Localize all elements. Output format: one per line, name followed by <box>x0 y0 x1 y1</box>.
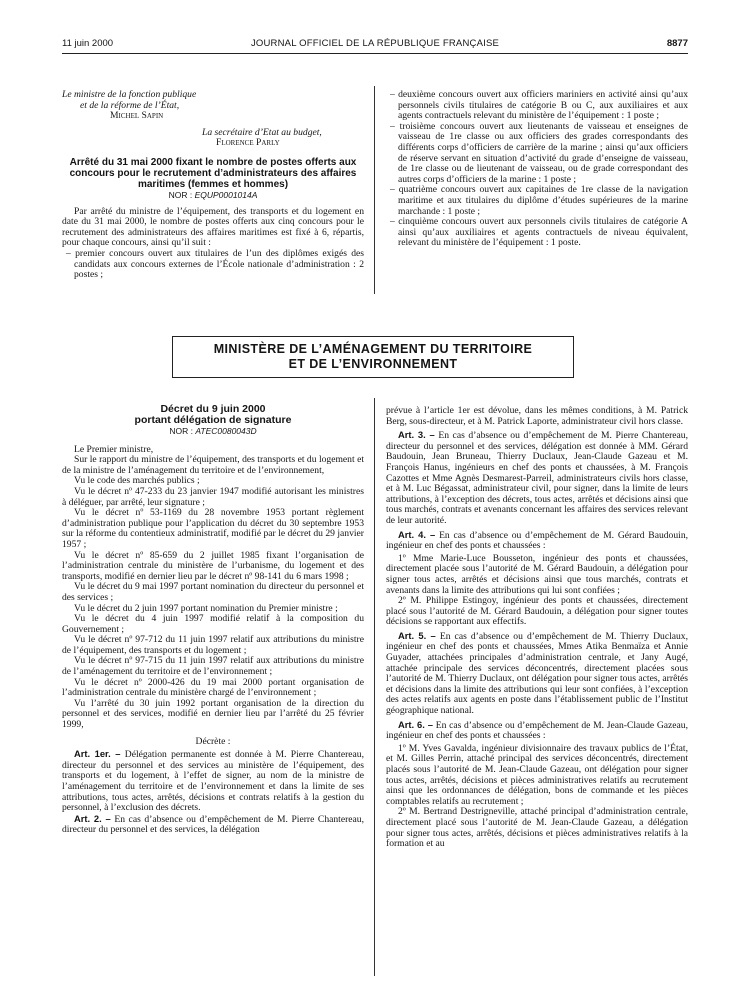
visa-7: Vu le décret du 2 juin 1997 portant nomination du Premier ministre ; <box>74 602 338 614</box>
visa-11: Vu le décret nº 2000-426 du 19 mai 2000 portant organisation de l’administration centrale du ministère chargé de l’environnement ; <box>62 676 364 699</box>
page-number: 8877 <box>666 38 688 49</box>
column-divider-top <box>374 86 375 294</box>
visa-5: Vu le décret nº 85-659 du 2 juillet 1985 fixant l’organisation de l’administration centrale du ministère de l’urbanisme, du logement et des transports, modifié en dernier lieu par le décret nº 98-141 du 6 mars 1998 ; <box>62 549 364 582</box>
article-5-text: En cas d’absence ou d’empêchement de M. Thierry Duclaux, ingénieur en chef des ponts et chaussées, Mmes Atika Benmaïza et Annie Guyader, attachées principales d’administration centrale, et Jany Augé, attachée principale des services déconcentrés, directement placées sous l’autorité de M. Thierry Duclaux, ont délégation pour signer tous actes, arrêtés et décisions dans la limite des attributions qui leur sont confiées, à l’exception des actes relatifs aux agents en poste dans l’établissement public de l’Institut géographique national. <box>386 630 689 717</box>
article-1 <box>62 749 364 814</box>
signature-1-title: Le ministre de la fonction publique <box>62 89 197 100</box>
article-4-paragraph-1: 1º Mme Marie-Luce Bousseton, ingénieur des ponts et chaussées, directement placée sous l’autorité de M. Gérard Baudouin, a délégation pour signer tous actes, arrêtés et décisions ainsi que tous marchés, contrats et avenants dans la limite des attributions qui lui sont confiées ; <box>386 552 688 596</box>
decret-left-column <box>62 404 364 836</box>
signature-1-title-cont: et de la réforme de l’État, <box>80 99 180 111</box>
arrete-nor <box>62 190 364 201</box>
decret-right-column <box>386 406 688 850</box>
visa-3: Vu le décret nº 47-233 du 23 janvier 1947 modifié autorisant les ministres à déléguer, par arrêté, leur signature ; <box>62 485 364 508</box>
article-2-text: En cas d’absence ou d’empêchement de M. Pierre Chantereau, directeur du personnel et des services, la délégation <box>62 813 365 836</box>
ministry-heading-line-1: MINISTÈRE DE L’AMÉNAGEMENT DU TERRITOIRE <box>213 342 533 356</box>
decret-nor-code: ATEC0080043D <box>195 426 257 436</box>
visa-10: Vu le décret nº 97-715 du 11 juin 1997 relatif aux attributions du ministre de l’aménagement du territoire et de l’environnement ; <box>62 655 364 678</box>
top-right-column <box>386 90 688 249</box>
visa-9: Vu le décret nº 97-712 du 11 juin 1997 relatif aux attributions du ministre de l’équipement, des transports et du logement ; <box>62 634 364 656</box>
visa-4: Vu le décret nº 53-1169 du 28 novembre 1953 portant règlement d’administration publique pour l’application du décret du 30 septembre 1953 sur la réforme du contentieux administratif, modifié par le décret du 29 janvier 1957 ; <box>62 507 364 550</box>
journal-title: JOURNAL OFFICIEL DE LA RÉPUBLIQUE FRANÇAISE <box>250 38 500 49</box>
article-4-paragraph-2: 2º M. Philippe Estingoy, ingénieur des ponts et chaussées, directement placé sous l’autorité de M. Gérard Baudouin, a délégation pour signer toutes décisions se rapportant aux effectifs. <box>386 595 688 628</box>
article-5-label: Art. 5. – <box>398 629 436 641</box>
article-3 <box>386 430 688 526</box>
ministry-heading-line-2: ET DE L’ENVIRONNEMENT <box>288 357 458 371</box>
article-2-label: Art. 2. – <box>74 812 111 824</box>
decret-nor-label: NOR : <box>169 426 193 436</box>
visa-2: Vu le code des marchés publics ; <box>74 475 200 487</box>
article-6-paragraph-2: 2º M. Bertrand Destrigneville, attaché principal d’administration centrale, directement placé sous l’autorité de M. Jean-Claude Gazeau, a délégation pour signer tous actes, arrêtés, décisions et pièces administratives relatifs à la formation et au <box>386 806 688 850</box>
page-header <box>62 38 688 52</box>
article-4-label: Art. 4. – <box>398 528 436 540</box>
concours-item-5: – cinquième concours ouvert aux personnels civils titulaires de catégorie A ainsi qu’aux auxiliaires et agents contractuels de niveau équivalent, relevant du ministère de l’équipement : 1 poste. <box>390 216 688 249</box>
arrete-item-1: – premier concours ouvert aux titulaires de l’un des diplômes exigés des candidats aux concours externes de l’École nationale d’administration : 2 postes ; <box>66 247 364 281</box>
visa-1: Sur le rapport du ministre de l’équipement, des transports et du logement et de la ministre de l’aménagement du territoire et de l’environnement, <box>62 454 364 476</box>
article-3-text: En cas d’absence ou d’empêchement de M. Pierre Chantereau, directeur du personnel et des services, délégation est donnée à MM. Gérard Baudouin, Jean Bruneau, Thierry Duclaux, Jean-Claude Gazeau et M. François Hanus, ingénieurs en chef des ponts et chaussées, à M. François Cazottes et Mme Agnès Desmarest-Parreil, administrateurs civils hors classe, et à M. Luc Bégassat, administrateur civil, pour signer, dans la limite de leurs attributions, à l’exception des décrets, tous actes, arrêtés et décisions ainsi que tous marchés, contrats et avenants concernant les affaires des services relevant de leur autorité. <box>386 430 689 526</box>
article-3-label: Art. 3. – <box>398 429 435 441</box>
signature-2-name: Florence Parly <box>216 137 280 149</box>
visa-6: Vu le décret du 9 mai 1997 portant nomination du directeur du personnel et des services ; <box>62 581 364 603</box>
concours-item-4: – quatrième concours ouvert aux capitaines de 1re classe de la navigation maritime et aux titulaires du diplôme d’études supérieures de la marine marchande : 1 poste ; <box>390 184 688 217</box>
concours-item-2: – deuxième concours ouvert aux officiers mariniers en activité ainsi qu’aux personnels civils titulaires de catégorie B ou C, aux auxiliaires et aux agents contractuels relevant du ministère de l’équipement : 1 poste ; <box>390 89 688 122</box>
decret-opening: Le Premier ministre, <box>74 443 154 455</box>
decrete-heading: Décrète : <box>195 735 231 747</box>
signature-2-title: La secrétaire d’Etat au budget, <box>202 126 322 138</box>
article-2 <box>62 814 364 836</box>
arrete-body: Par arrêté du ministre de l’équipement, des transports et du logement en date du 31 mai 2000, le nombre de postes offerts aux cinq concours pour le recrutement des administrateurs des affaires maritimes est fixé à 6, répartis, pour chaque concours, ainsi qu’il suit : <box>62 205 364 249</box>
header-rule <box>62 53 688 54</box>
article-2-continuation: prévue à l’article 1er est dévolue, dans les mêmes conditions, à M. Patrick Berg, sous-directeur, et à M. Patrick Laporte, administrateur civil hors classe. <box>386 405 688 427</box>
article-6 <box>386 720 688 742</box>
decret-title-line-2: portant délégation de signature <box>134 414 292 426</box>
signature-1-name: Michel Sapin <box>110 110 164 122</box>
arrete-nor-label: NOR : <box>168 189 193 200</box>
article-6-label: Art. 6. – <box>398 718 433 730</box>
article-4-text: En cas d’absence ou d’empêchement de M. Gérard Baudouin, ingénieur en chef des ponts et chaussées : <box>386 529 689 552</box>
visa-12: Vu l’arrêté du 30 juin 1992 portant organisation de la direction du personnel et des services, modifié en dernier lieu par l’arrêté du 25 février 1999, <box>62 697 364 731</box>
ministry-heading-box <box>172 336 574 378</box>
article-1-label: Art. 1er. – <box>74 748 121 760</box>
arrete-title: Arrêté du 31 mai 2000 fixant le nombre de postes offerts aux concours pour le recrutement d’administrateurs des affaires maritimes (femmes et hommes) <box>69 156 357 190</box>
issue-date: 11 juin 2000 <box>62 38 114 49</box>
article-4 <box>386 530 688 552</box>
top-left-column <box>62 90 364 281</box>
concours-item-3: – troisième concours ouvert aux lieutenants de vaisseau et enseignes de vaisseau de 1re classe ou aux officiers des grades correspondants des différents corps d’officiers de carrière de la marine ; ainsi qu’aux officiers de réserve servant en situation d’activité du grade d’enseigne de vaisseau, de 1re classe ou de lieutenant de vaisseau, ou de grade correspondant des autres corps d’officiers de la marine : 1 poste ; <box>390 120 688 185</box>
article-1-text: Délégation permanente est donnée à M. Pierre Chantereau, directeur du personnel et des services au ministère de l’équipement, des transports et du logement, à l’effet de signer, au nom de la ministre de l’aménagement du territoire et de l’environnement et dans la limite de ses attributions, tous actes, arrêtés, décisions et contrats relatifs à la gestion du personnel, à l’exclusion des décrets. <box>62 749 365 814</box>
article-6-text: En cas d’absence ou d’empêchement de M. Jean-Claude Gazeau, ingénieur en chef des ponts et chaussées : <box>386 719 688 742</box>
article-6-paragraph-1: 1º M. Yves Gavalda, ingénieur divisionnaire des travaux publics de l’État, et M. Gilles Perrin, attaché principal des services déconcentrés, directement placés sous l’autorité de M. Jean-Claude Gazeau, ont délégation pour signer tous actes, arrêtés, décisions et pièces administratives relatifs au recrutement ainsi que les ordonnances de délégation, bons de commande et les pièces comptables relatifs au recrutement ; <box>386 742 688 807</box>
article-5 <box>386 631 688 717</box>
visa-8: Vu le décret du 4 juin 1997 modifié relatif à la composition du Gouvernement ; <box>62 613 364 635</box>
arrete-nor-code: EQUP0001014A <box>194 189 258 200</box>
decret-title-line-1: Décret du 9 juin 2000 <box>160 403 266 415</box>
column-divider-bottom <box>374 398 375 976</box>
decret-nor <box>62 426 364 437</box>
